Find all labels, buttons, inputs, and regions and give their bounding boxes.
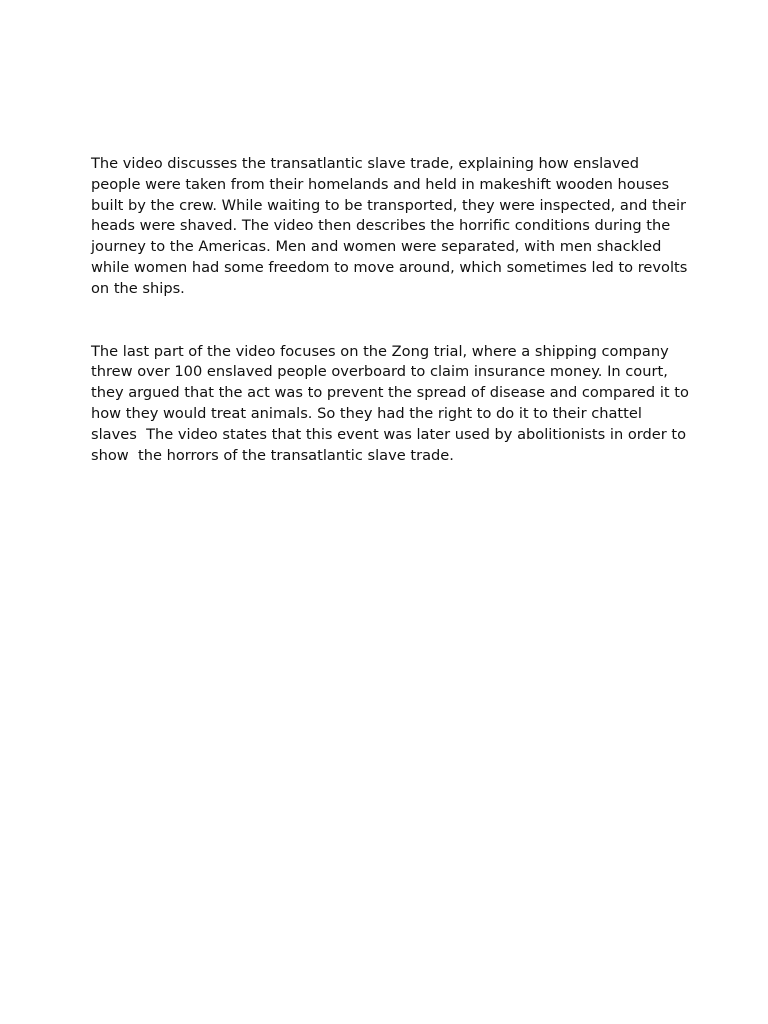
document-body xyxy=(91,154,694,466)
paragraph-zong-trial: The last part of the video focuses on the Zong trial, where a shipping company threw over 100 enslaved people overboard to claim insurance money. In court, they argued that the act was to prevent the spread of disease and compared it to how they would treat animals. So they had the right to do it to their chattel slaves The video states that this event was later used by abolitionists in order to show the horrors of the transatlantic slave trade. xyxy=(91,342,694,464)
paragraph-slave-trade-summary: The video discusses the transatlantic slave trade, explaining how enslaved people were taken from their homelands and held in makeshift wooden houses built by the crew. While waiting to be transported, they were inspected, and their heads were shaved. The video then describes the horrific conditions during the journey to the Americas. Men and women were separated, with men shackled while women had some freedom to move around, which sometimes led to revolts on the ships. xyxy=(91,155,692,297)
